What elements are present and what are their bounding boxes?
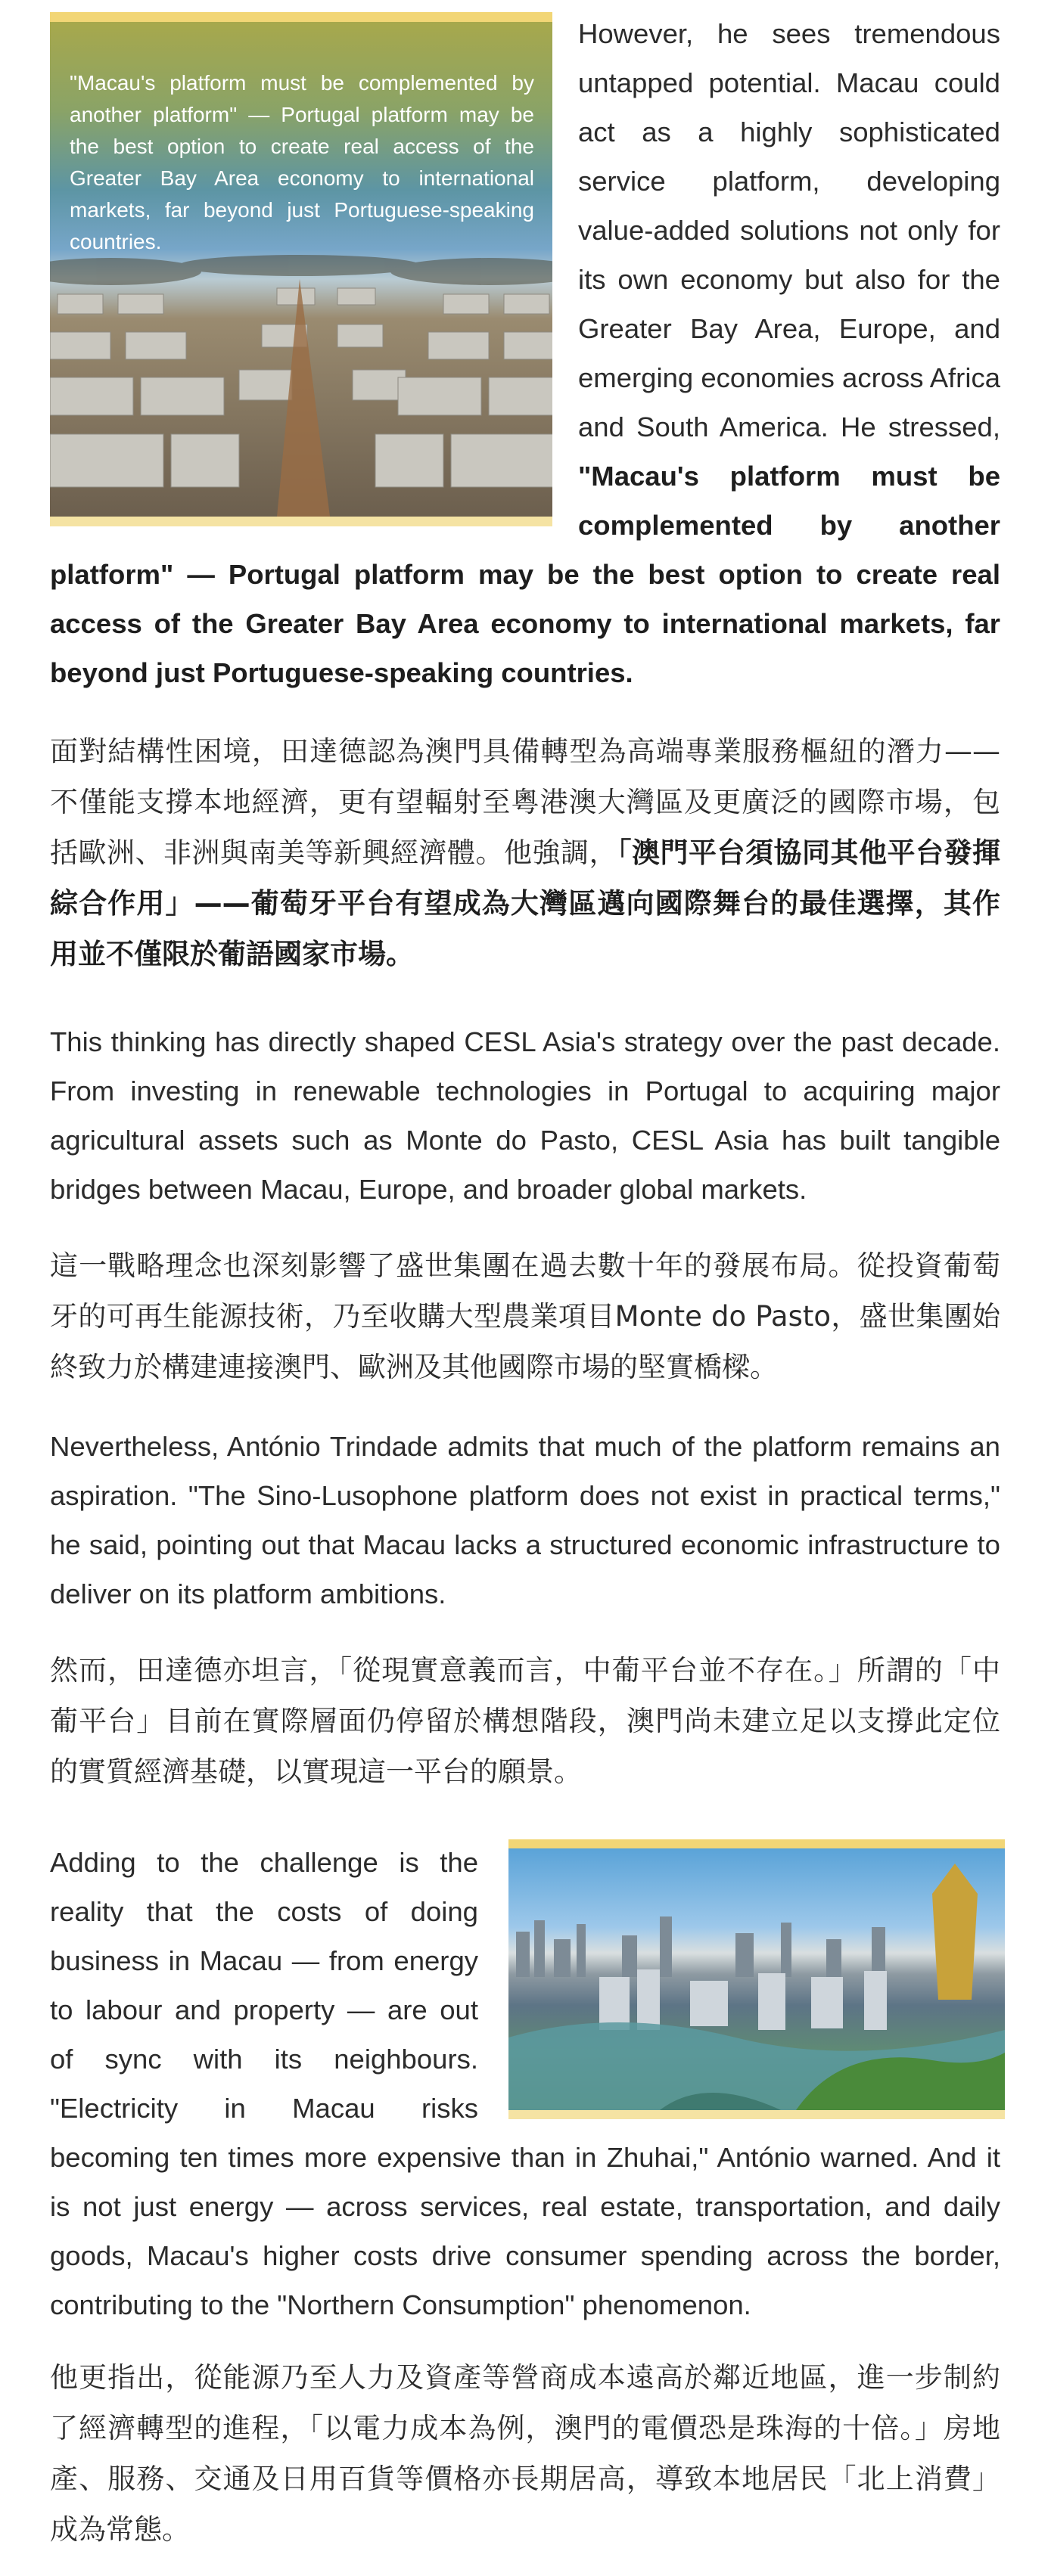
paragraph-1-en-bold: "Macau's platform must be complemented by another platform" — Portugal platform may be the best option to create real access of the Greater Bay Area economy to international markets, far beyond just Portuguese-speaking countries.	[50, 461, 1000, 688]
paragraph-4-zh	[50, 2352, 1000, 2555]
paragraph-2-zh	[50, 1240, 1000, 1392]
figure-quote: "Macau's platform must be complemented by another platform" — Portugal platform may be the best option to create real access of the Greater Bay Area economy to international markets, far beyond just Portuguese-speaking countries.	[70, 71, 534, 253]
paragraph-3-en	[50, 1422, 1000, 1619]
paragraph-1-en	[50, 9, 1000, 697]
paragraph-1-zh-text: 面對結構性困境，田達德認為澳門具備轉型為高端專業服務樞紐的潛力——不僅能支撐本地經濟，更有望輻射至粵港澳大灣區及更廣泛的國際市場，包括歐洲、非洲與南美等新興經濟體。他強調，	[50, 735, 1000, 869]
figure-1-spacer	[50, 9, 552, 538]
paragraph-3-zh-text: 然而，田達德亦坦言，「從現實意義而言，中葡平台並不存在。」所謂的「中葡平台」目前在實際層面仍停留於構想階段，澳門尚未建立足以支撐此定位的實質經濟基礎，以實現這一平台的願景。	[50, 1654, 1000, 1788]
paragraph-2-zh-text: 這一戰略理念也深刻影響了盛世集團在過去數十年的發展布局。從投資葡萄牙的可再生能源技術，乃至收購大型農業項目Monte do Pasto，盛世集團始終致力於構建連接澳門、歐洲及其他國際市場的堅實橋樑。	[50, 1249, 1000, 1383]
paragraph-1-en-text: However, he sees tremendous untapped potential. Macau could act as a highly sophisticated service platform, developing value-added solutions not only for its own economy but also for the Greater Bay Area, Europe, and emerging economies across Africa and South America. He stressed,	[578, 18, 1000, 442]
paragraph-4-en-text: Adding to the challenge is the reality that the costs of doing business in Macau — from energy to labour and property — are out of sync with its neighbours. "Electricity in Macau risks becoming ten times more expensive than in Zhuhai," António warned. And it is not just energy — across services, real estate, transportation, and daily goods, Macau's higher costs drive consumer spending across the border, contributing to the "Northern Consumption" phenomenon.	[50, 1847, 1000, 2320]
paragraph-3-zh	[50, 1645, 1000, 1797]
paragraph-3-en-text: Nevertheless, António Trindade admits that much of the platform remains an aspiration. "The Sino-Lusophone platform does not exist in practical terms," he said, pointing out that Macau lacks a structured economic infrastructure to deliver on its platform ambitions.	[50, 1431, 1000, 1609]
paragraph-1-zh	[50, 726, 1000, 979]
paragraph-4-en	[50, 1838, 1000, 2329]
paragraph-4-zh-text: 他更指出，從能源乃至人力及資產等營商成本遠高於鄰近地區，進一步制約了經濟轉型的進程，「以電力成本為例，澳門的電價恐是珠海的十倍。」房地產、服務、交通及日用百貨等價格亦長期居高，導致本地居民「北上消費」成為常態。	[50, 2361, 1000, 2546]
figure-2-spacer	[504, 1838, 1000, 2121]
paragraph-1-zh-bold: 「澳門平台須協同其他平台發揮綜合作用」——葡萄牙平台有望成為大灣區邁向國際舞台的最佳選擇，其作用並不僅限於葡語國家市場。	[50, 836, 1000, 970]
paragraph-2-en-text: This thinking has directly shaped CESL Asia's strategy over the past decade. From investing in renewable technologies in Portugal to acquiring major agricultural assets such as Monte do Pasto, CESL Asia has built tangible bridges between Macau, Europe, and broader global markets.	[50, 1026, 1000, 1205]
paragraph-2-en	[50, 1017, 1000, 1214]
